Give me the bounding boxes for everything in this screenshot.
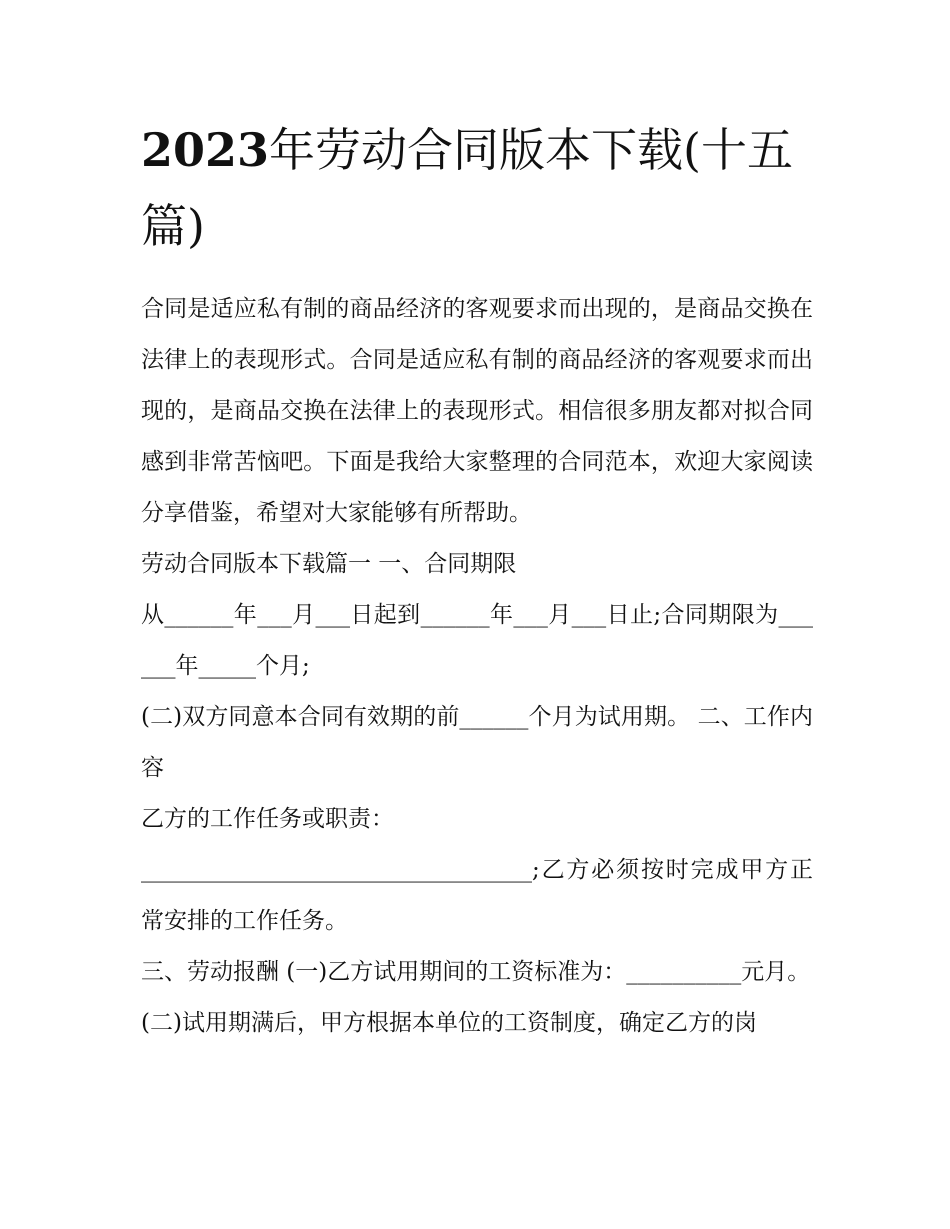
document-title-year: 2023: [141, 123, 270, 177]
document-title-text: 年劳动合同版本下载(十五篇): [141, 123, 793, 253]
duties-label: 乙方的工作任务或职责：: [141, 806, 394, 832]
document-page: [141, 112, 813, 1049]
intro-paragraph: 合同是适应私有制的商品经济的客观要求而出现的，是商品交换在法律上的表现形式。合同是适应私有制的商品经济的客观要求而出现的，是商品交换在法律上的表现形式。相信很多朋友都对拟合同感到非常苦恼吧。下面是我给大家整理的合同范本，欢迎大家阅读分享借鉴，希望对大家能够有所帮助。: [141, 296, 813, 526]
duties-paragraph: __________________________________;乙方必须按时完成甲方正常安排的工作任务。: [141, 857, 813, 934]
document-title: [141, 112, 813, 264]
probation-paragraph: (二)双方同意本合同有效期的前______个月为试用期。 二、工作内容: [141, 704, 813, 781]
post-probation-paragraph: (二)试用期满后，甲方根据本单位的工资制度，确定乙方的岗: [141, 1010, 757, 1036]
remuneration-paragraph: 三、劳动报酬 (一)乙方试用期间的工资标准为：__________元月。: [141, 959, 811, 985]
contract-term-paragraph: 从______年___月___日起到______年___月___日止;合同期限为______年_____个月;: [141, 602, 813, 679]
section-heading-term: 劳动合同版本下载篇一 一、合同期限: [141, 551, 517, 577]
